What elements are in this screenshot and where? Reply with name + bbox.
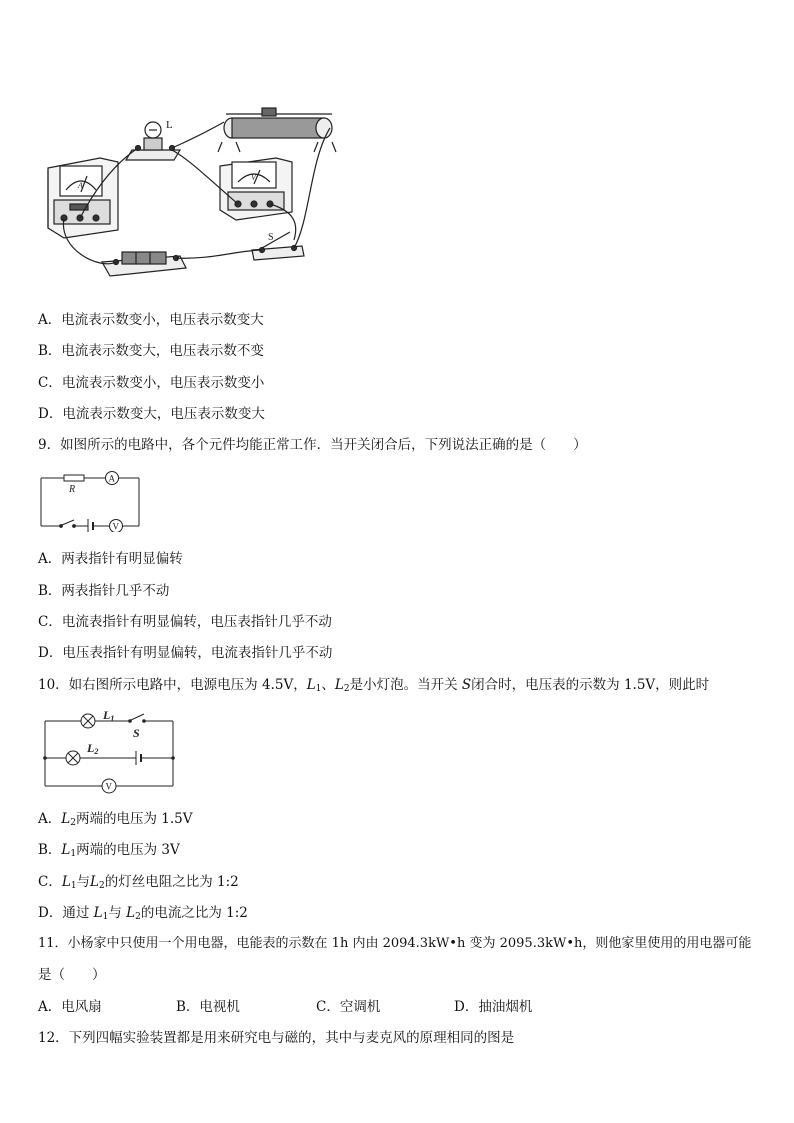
battery-icon	[102, 252, 186, 276]
q10-option-a[interactable]: A．$L_2$两端的电压为 1.5V	[38, 811, 193, 828]
switch-icon	[129, 720, 132, 723]
q10-fig-l1-label: L1	[103, 708, 115, 723]
q11-option-d[interactable]: D．抽油烟机	[454, 999, 533, 1015]
q9-option-a[interactable]: A．两表指针有明显偏转	[38, 551, 183, 567]
voltmeter-symbol: V	[251, 173, 256, 182]
q9-option-c[interactable]: C．电流表指针有明显偏转，电压表指针几乎不动	[38, 614, 332, 630]
q10-option-c[interactable]: C．$L_1$与$L_2$的灯丝电阻之比为 1:2	[38, 874, 239, 891]
q8-option-d[interactable]: D．电流表示数变大，电压表示数变大	[38, 406, 265, 422]
voltmeter-icon	[220, 158, 292, 220]
resistor-icon	[64, 475, 84, 481]
q8-option-a[interactable]: A．电流表示数变小，电压表示数变大	[38, 312, 264, 328]
lamp-label: L	[166, 119, 173, 131]
resistor-label: R	[69, 484, 76, 495]
q9-option-d[interactable]: D．电压表指针有明显偏转，电流表指针几乎不动	[38, 645, 333, 661]
q11-option-c[interactable]: C．空调机	[316, 999, 381, 1015]
q9-stem: 9．如图所示的电路中，各个元件均能正常工作．当开关闭合后，下列说法正确的是（ ）	[38, 437, 587, 453]
q8-option-c[interactable]: C．电流表示数变小，电压表示数变小	[38, 375, 265, 391]
switch-label: S	[268, 232, 274, 243]
q10-fig-l2-label: L2	[87, 741, 99, 756]
q11-stem-line-1: 11．小杨家中只使用一个用电器，电能表的示数在 1h 内由 2094.3kW•h 变为 2095.3kW•h，则他家里使用的用电器可能	[38, 936, 752, 951]
ammeter-label: A	[108, 473, 115, 484]
q10-fig-voltmeter-label: V	[105, 781, 112, 792]
switch-icon	[60, 525, 63, 528]
q11-options	[38, 998, 532, 1016]
q11-option-b[interactable]: B．电视机	[176, 999, 240, 1015]
q8-option-b[interactable]: B．电流表示数变大，电压表示数不变	[38, 343, 264, 359]
switch-icon	[252, 232, 304, 260]
q12-stem: 12．下列四幅实验装置都是用来研究电与磁的，其中与麦克风的原理相同的图是	[38, 1030, 515, 1046]
q10-option-d[interactable]: D．通过 $L_1$与 $L_2$的电流之比为 1:2	[38, 905, 248, 922]
q10-option-b[interactable]: B．$L_1$两端的电压为 3V	[38, 842, 180, 859]
q10-circuit-figure	[40, 708, 180, 800]
q8-circuit-apparatus-figure	[40, 100, 360, 285]
ammeter-symbol: A	[78, 181, 83, 190]
voltmeter-label: V	[112, 521, 119, 532]
q10-stem: 10．如右图所示电路中，电源电压为 4.5V，$L_1$、$L_2$是小灯泡。当开关 S闭合时，电压表的示数为 1.5V，则此时	[38, 677, 710, 694]
q10-fig-switch-label: S	[133, 726, 140, 740]
q11-stem-line-2: 是（ ）	[38, 967, 106, 983]
ammeter-icon	[48, 158, 118, 238]
q11-option-a[interactable]: A．电风扇	[38, 999, 102, 1015]
q9-circuit-figure	[38, 470, 148, 532]
q9-option-b[interactable]: B．两表指针几乎不动	[38, 583, 170, 599]
rheostat-icon	[218, 108, 336, 152]
